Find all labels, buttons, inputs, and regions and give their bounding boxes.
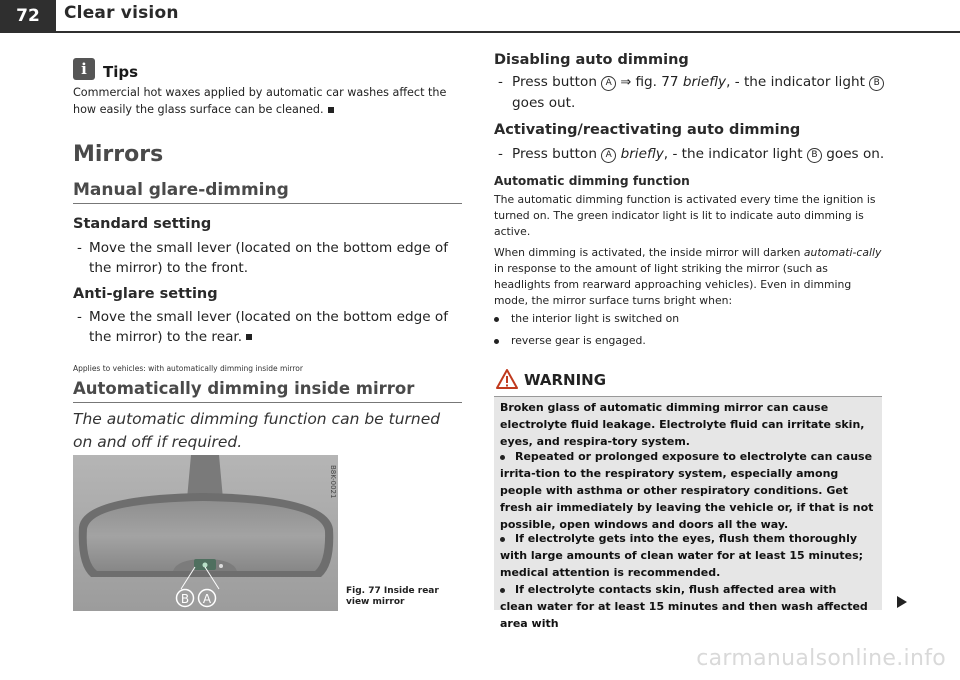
activate-title: Activating/reactivating auto dimming — [494, 122, 801, 138]
inside-mirror-illustration — [73, 455, 338, 611]
label-a: A — [202, 592, 212, 606]
tips-title: Tips — [103, 63, 139, 81]
disable-step: - Press button A ⇒ fig. 77 briefly, - the indicator light B goes out. — [494, 72, 894, 113]
standard-setting-step: - Move the small lever (located on the bottom edge of the mirror) to the front. — [77, 240, 449, 276]
button-a-symbol: A — [601, 76, 616, 91]
manual-glare-title: Manual glare-dimming — [73, 180, 289, 200]
section-rule — [73, 402, 462, 403]
end-mark-icon — [328, 107, 334, 113]
warning-title: WARNING — [524, 371, 607, 389]
info-icon: i — [73, 58, 95, 80]
bullet-item: the interior light is switched on — [494, 310, 679, 327]
warning-item: If electrolyte gets into the eyes, flush them thoroughly with large amounts of clean water for at least 15 minutes; medical attention is recommended. — [500, 532, 864, 579]
mirror-figure — [73, 455, 338, 611]
applies-note: Applies to vehicles: with automatically dimming inside mirror — [73, 364, 303, 373]
warning-item: If electrolyte contacts skin, flush affected area with clean water for at least 15 minutes and then wash affected area with — [500, 583, 868, 630]
page-number: 72 — [0, 0, 56, 32]
auto-dimming-title: Automatically dimming inside mirror — [73, 379, 415, 398]
antiglare-setting-title: Anti-glare setting — [73, 286, 218, 302]
label-b: B — [180, 592, 190, 606]
header-rule — [0, 31, 960, 33]
figure-code: B8K-0021 — [329, 465, 337, 499]
light-b-symbol: B — [869, 76, 884, 91]
antiglare-setting-step: - Move the small lever (located on the bottom edge of the mirror) to the rear. — [77, 309, 449, 345]
watermark: carmanualsonline.info — [696, 646, 946, 671]
end-mark-icon — [246, 334, 252, 340]
auto-dimming-intro: The automatic dimming function can be turned on and off if required. — [73, 410, 441, 451]
bullet-item: reverse gear is engaged. — [494, 332, 646, 349]
dimming-text: When dimming is activated, the inside mirror will darken automati-cally in response to the amount of light striking the mirror (such as headlights from rearward approaching vehicles). Even in dimming mode, the mirror surface turns bright when: — [494, 246, 882, 307]
warning-lead: Broken glass of automatic dimming mirror can cause electrolyte fluid leakage. Electrolyte fluid can irritate skin, eyes, and respira-tory system. — [500, 401, 865, 448]
section-title-mirrors: Mirrors — [73, 142, 164, 167]
warning-triangle-icon — [495, 368, 519, 390]
section-rule — [73, 203, 462, 204]
standard-setting-title: Standard setting — [73, 216, 212, 232]
continue-arrow-icon — [897, 596, 907, 608]
auto-function-title: Automatic dimming function — [494, 174, 690, 188]
tips-text: Commercial hot waxes applied by automatic car washes affect the how easily the glass surface can be cleaned. — [73, 86, 447, 116]
auto-function-text: The automatic dimming function is activated every time the ignition is turned on. The green indicator light is lit to indicate auto dimming is active. — [494, 193, 876, 238]
activate-step: - Press button A briefly, - the indicator light B goes on. — [498, 146, 885, 162]
button-a-symbol: A — [601, 148, 616, 163]
chapter-title: Clear vision — [64, 3, 179, 23]
figure-caption: Fig. 77 Inside rear view mirror — [346, 586, 439, 607]
disable-title: Disabling auto dimming — [494, 52, 689, 68]
warning-item: Repeated or prolonged exposure to electrolyte can cause irrita-tion to the respiratory system, especially among people with asthma or other respiratory conditions. Get fresh air immediately by leaving the vehicle or, if that is not possible, open windows and doors all the way. — [500, 450, 874, 531]
light-b-symbol: B — [807, 148, 822, 163]
